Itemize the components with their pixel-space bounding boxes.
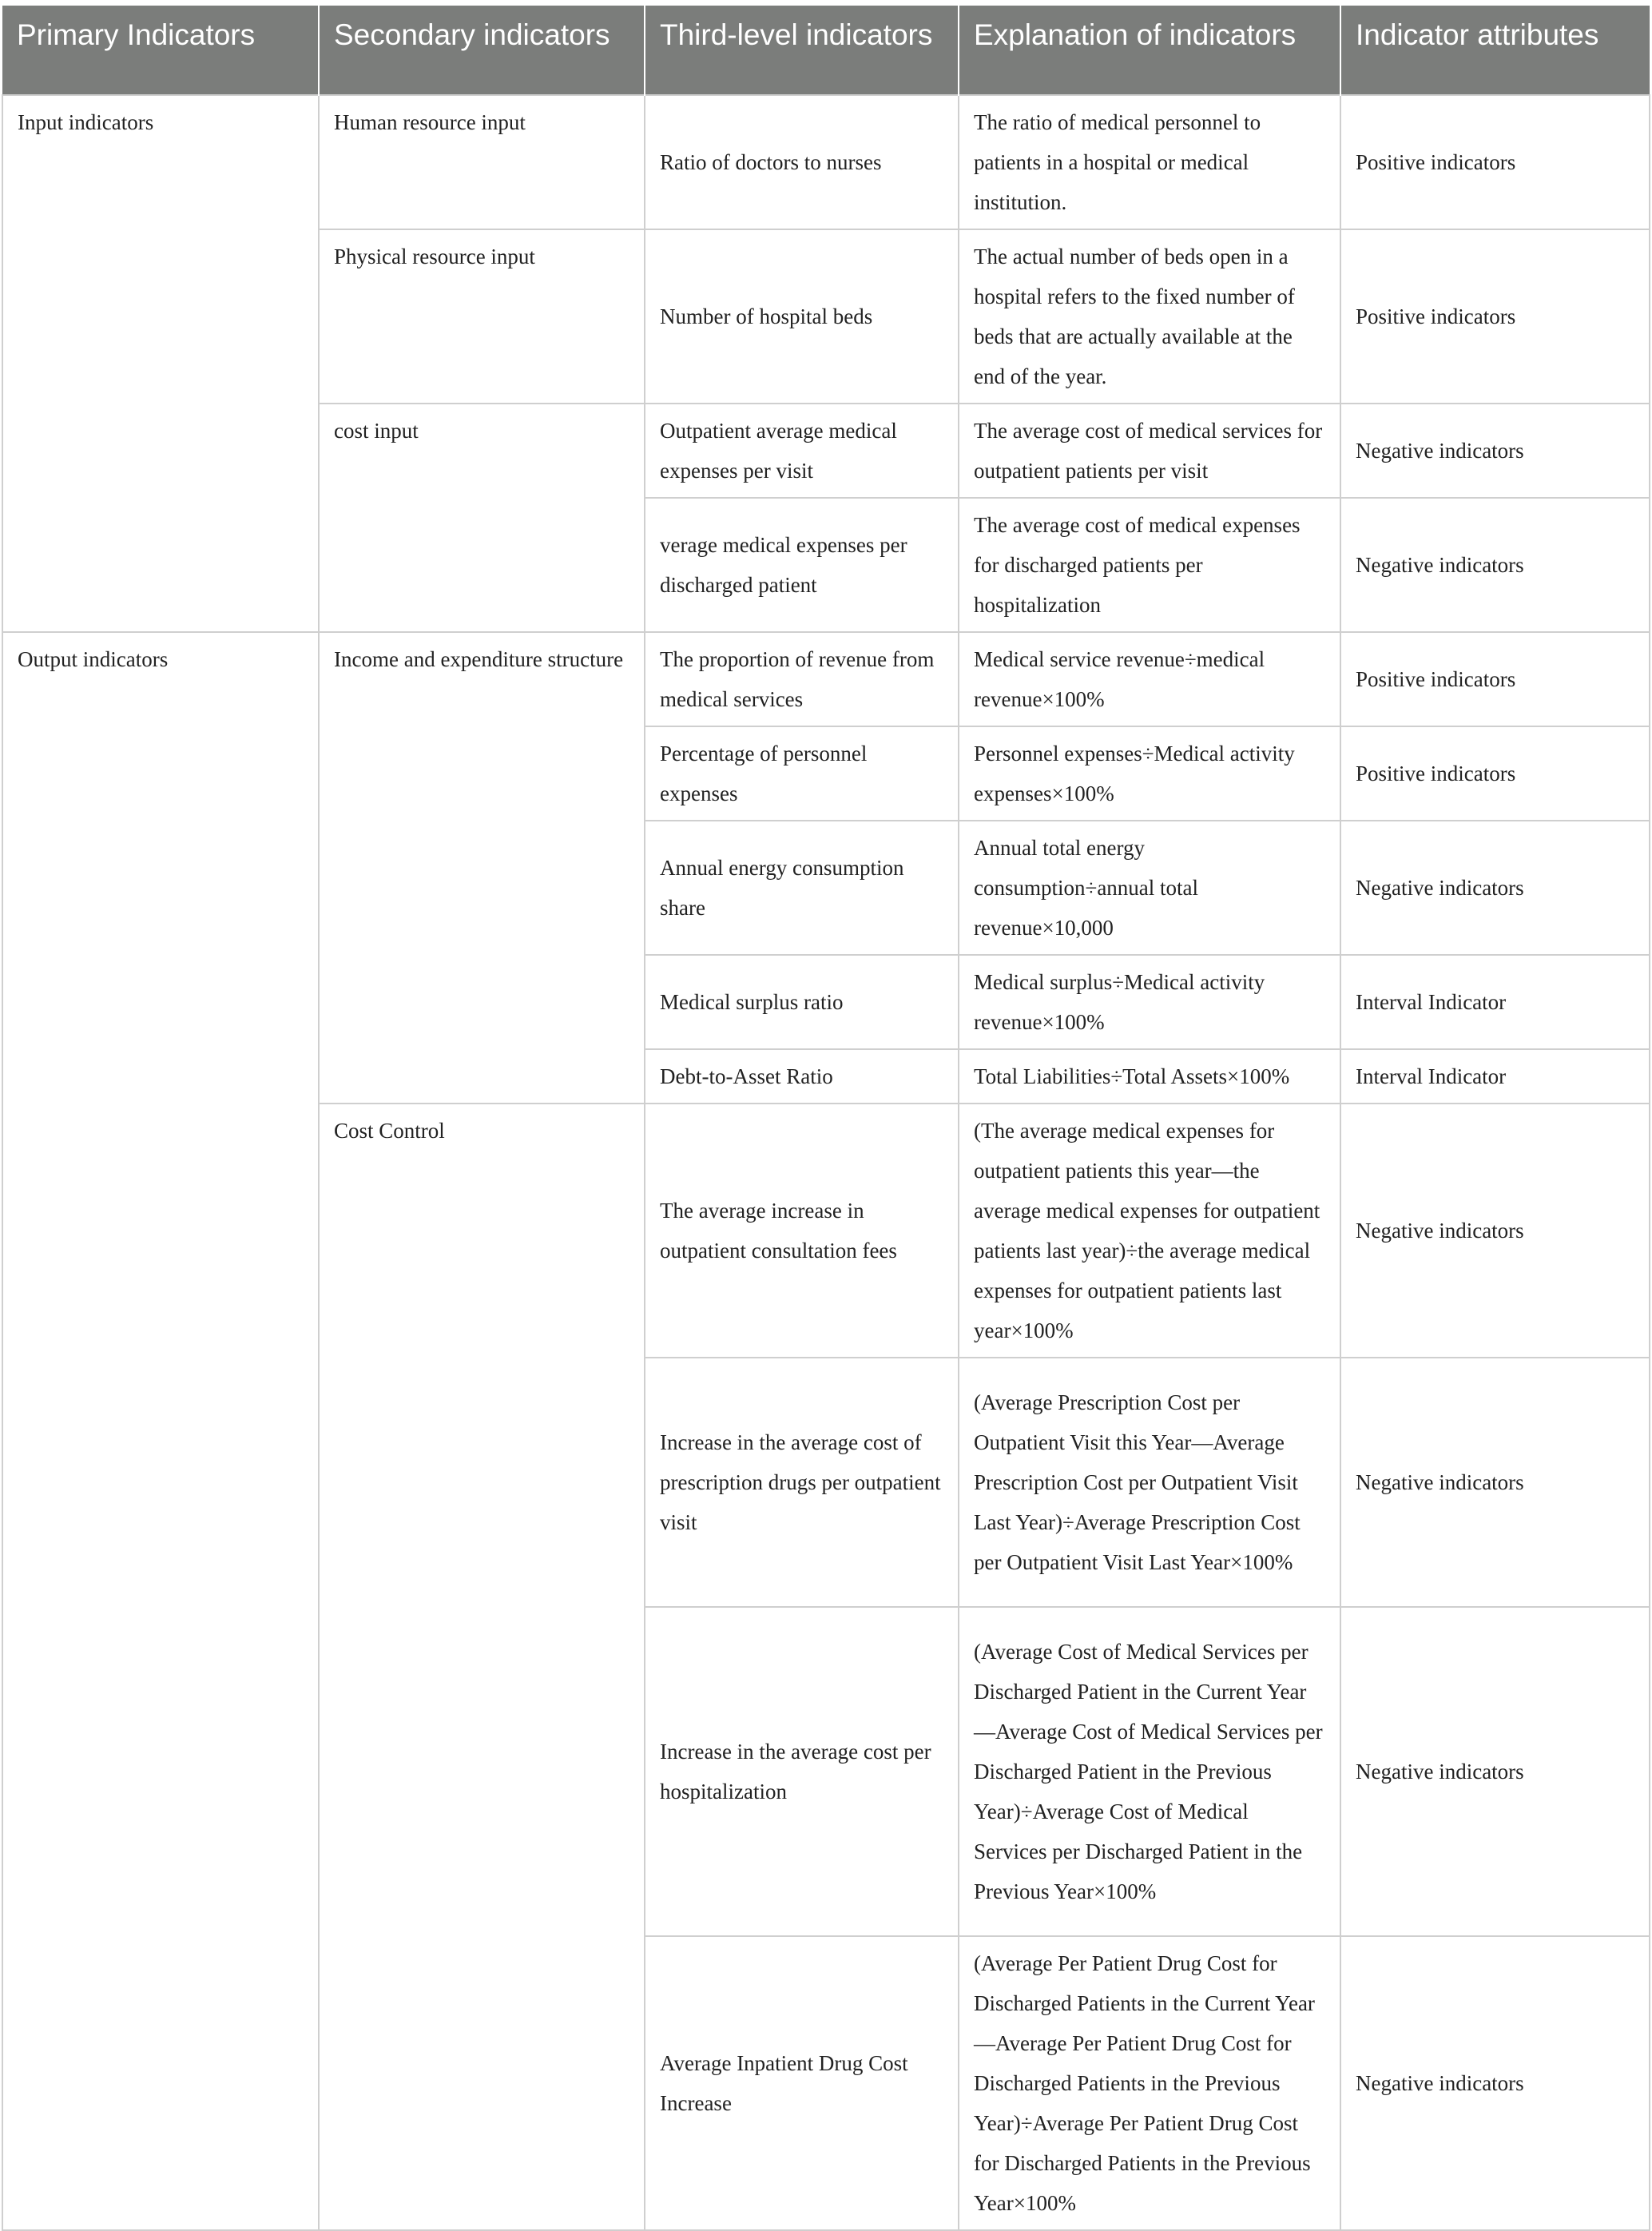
explanation-cell: (Average Per Patient Drug Cost for Discharged Patients in the Current Year—Average Per Patient Drug Cost for Discharged Patients in the Previous Year)÷Average Per Patient Drug Cost for Discharged Patients in the Previous Year×100% bbox=[959, 1936, 1340, 2230]
header-row bbox=[2, 6, 1650, 95]
third-level-indicator-cell: Increase in the average cost per hospitalization bbox=[645, 1607, 959, 1936]
header-primary-indicators: Primary Indicators bbox=[2, 6, 319, 95]
attribute-cell: Negative indicators bbox=[1340, 404, 1650, 498]
table-row bbox=[2, 95, 1650, 229]
primary-indicator-cell: Input indicators bbox=[2, 95, 319, 632]
attribute-cell: Interval Indicator bbox=[1340, 1049, 1650, 1104]
attribute-cell: Negative indicators bbox=[1340, 1104, 1650, 1358]
third-level-indicator-cell: Annual energy consumption share bbox=[645, 821, 959, 955]
third-level-indicator-cell: Average Inpatient Drug Cost Increase bbox=[645, 1936, 959, 2230]
attribute-cell: Positive indicators bbox=[1340, 726, 1650, 821]
explanation-cell: The actual number of beds open in a hospital refers to the fixed number of beds that are actually available at the end of the year. bbox=[959, 229, 1340, 404]
primary-indicator-cell: Output indicators bbox=[2, 632, 319, 2230]
secondary-indicator-cell: cost input bbox=[319, 404, 645, 632]
explanation-cell: The average cost of medical expenses for discharged patients per hospitalization bbox=[959, 498, 1340, 632]
attribute-cell: Positive indicators bbox=[1340, 95, 1650, 229]
attribute-cell: Negative indicators bbox=[1340, 1936, 1650, 2230]
header-indicator-attributes: Indicator attributes bbox=[1340, 6, 1650, 95]
secondary-indicator-cell: Human resource input bbox=[319, 95, 645, 229]
secondary-indicator-cell: Cost Control bbox=[319, 1104, 645, 2230]
third-level-indicator-cell: Number of hospital beds bbox=[645, 229, 959, 404]
attribute-cell: Negative indicators bbox=[1340, 821, 1650, 955]
third-level-indicator-cell: Percentage of personnel expenses bbox=[645, 726, 959, 821]
third-level-indicator-cell: Debt-to-Asset Ratio bbox=[645, 1049, 959, 1104]
explanation-cell: Medical service revenue÷medical revenue×100% bbox=[959, 632, 1340, 726]
explanation-cell: Personnel expenses÷Medical activity expenses×100% bbox=[959, 726, 1340, 821]
third-level-indicator-cell: Outpatient average medical expenses per visit bbox=[645, 404, 959, 498]
attribute-cell: Positive indicators bbox=[1340, 632, 1650, 726]
third-level-indicator-cell: verage medical expenses per discharged patient bbox=[645, 498, 959, 632]
secondary-indicator-cell: Physical resource input bbox=[319, 229, 645, 404]
header-explanation-of-indicators: Explanation of indicators bbox=[959, 6, 1340, 95]
attribute-cell: Negative indicators bbox=[1340, 1358, 1650, 1607]
explanation-cell: Total Liabilities÷Total Assets×100% bbox=[959, 1049, 1340, 1104]
secondary-indicator-cell: Income and expenditure structure bbox=[319, 632, 645, 1104]
third-level-indicator-cell: Increase in the average cost of prescription drugs per outpatient visit bbox=[645, 1358, 959, 1607]
table-row bbox=[2, 632, 1650, 726]
attribute-cell: Negative indicators bbox=[1340, 1607, 1650, 1936]
explanation-cell: The ratio of medical personnel to patients in a hospital or medical institution. bbox=[959, 95, 1340, 229]
third-level-indicator-cell: Medical surplus ratio bbox=[645, 955, 959, 1049]
third-level-indicator-cell: Ratio of doctors to nurses bbox=[645, 95, 959, 229]
explanation-cell: Annual total energy consumption÷annual total revenue×10,000 bbox=[959, 821, 1340, 955]
attribute-cell: Interval Indicator bbox=[1340, 955, 1650, 1049]
explanation-cell: (Average Cost of Medical Services per Discharged Patient in the Current Year—Average Cost of Medical Services per Discharged Patient in the Previous Year)÷Average Cost of Medical Services per Discharged Patient in the Previous Year×100% bbox=[959, 1607, 1340, 1936]
third-level-indicator-cell: The proportion of revenue from medical services bbox=[645, 632, 959, 726]
indicator-table bbox=[2, 6, 1650, 2231]
attribute-cell: Negative indicators bbox=[1340, 498, 1650, 632]
header-secondary-indicators: Secondary indicators bbox=[319, 6, 645, 95]
third-level-indicator-cell: The average increase in outpatient consultation fees bbox=[645, 1104, 959, 1358]
header-third-level-indicators: Third-level indicators bbox=[645, 6, 959, 95]
explanation-cell: (Average Prescription Cost per Outpatient Visit this Year—Average Prescription Cost per Outpatient Visit Last Year)÷Average Prescription Cost per Outpatient Visit Last Year×100% bbox=[959, 1358, 1340, 1607]
attribute-cell: Positive indicators bbox=[1340, 229, 1650, 404]
explanation-cell: The average cost of medical services for outpatient patients per visit bbox=[959, 404, 1340, 498]
explanation-cell: Medical surplus÷Medical activity revenue×100% bbox=[959, 955, 1340, 1049]
explanation-cell: (The average medical expenses for outpatient patients this year—the average medical expenses for outpatient patients last year)÷the average medical expenses for outpatient patients last year×100% bbox=[959, 1104, 1340, 1358]
